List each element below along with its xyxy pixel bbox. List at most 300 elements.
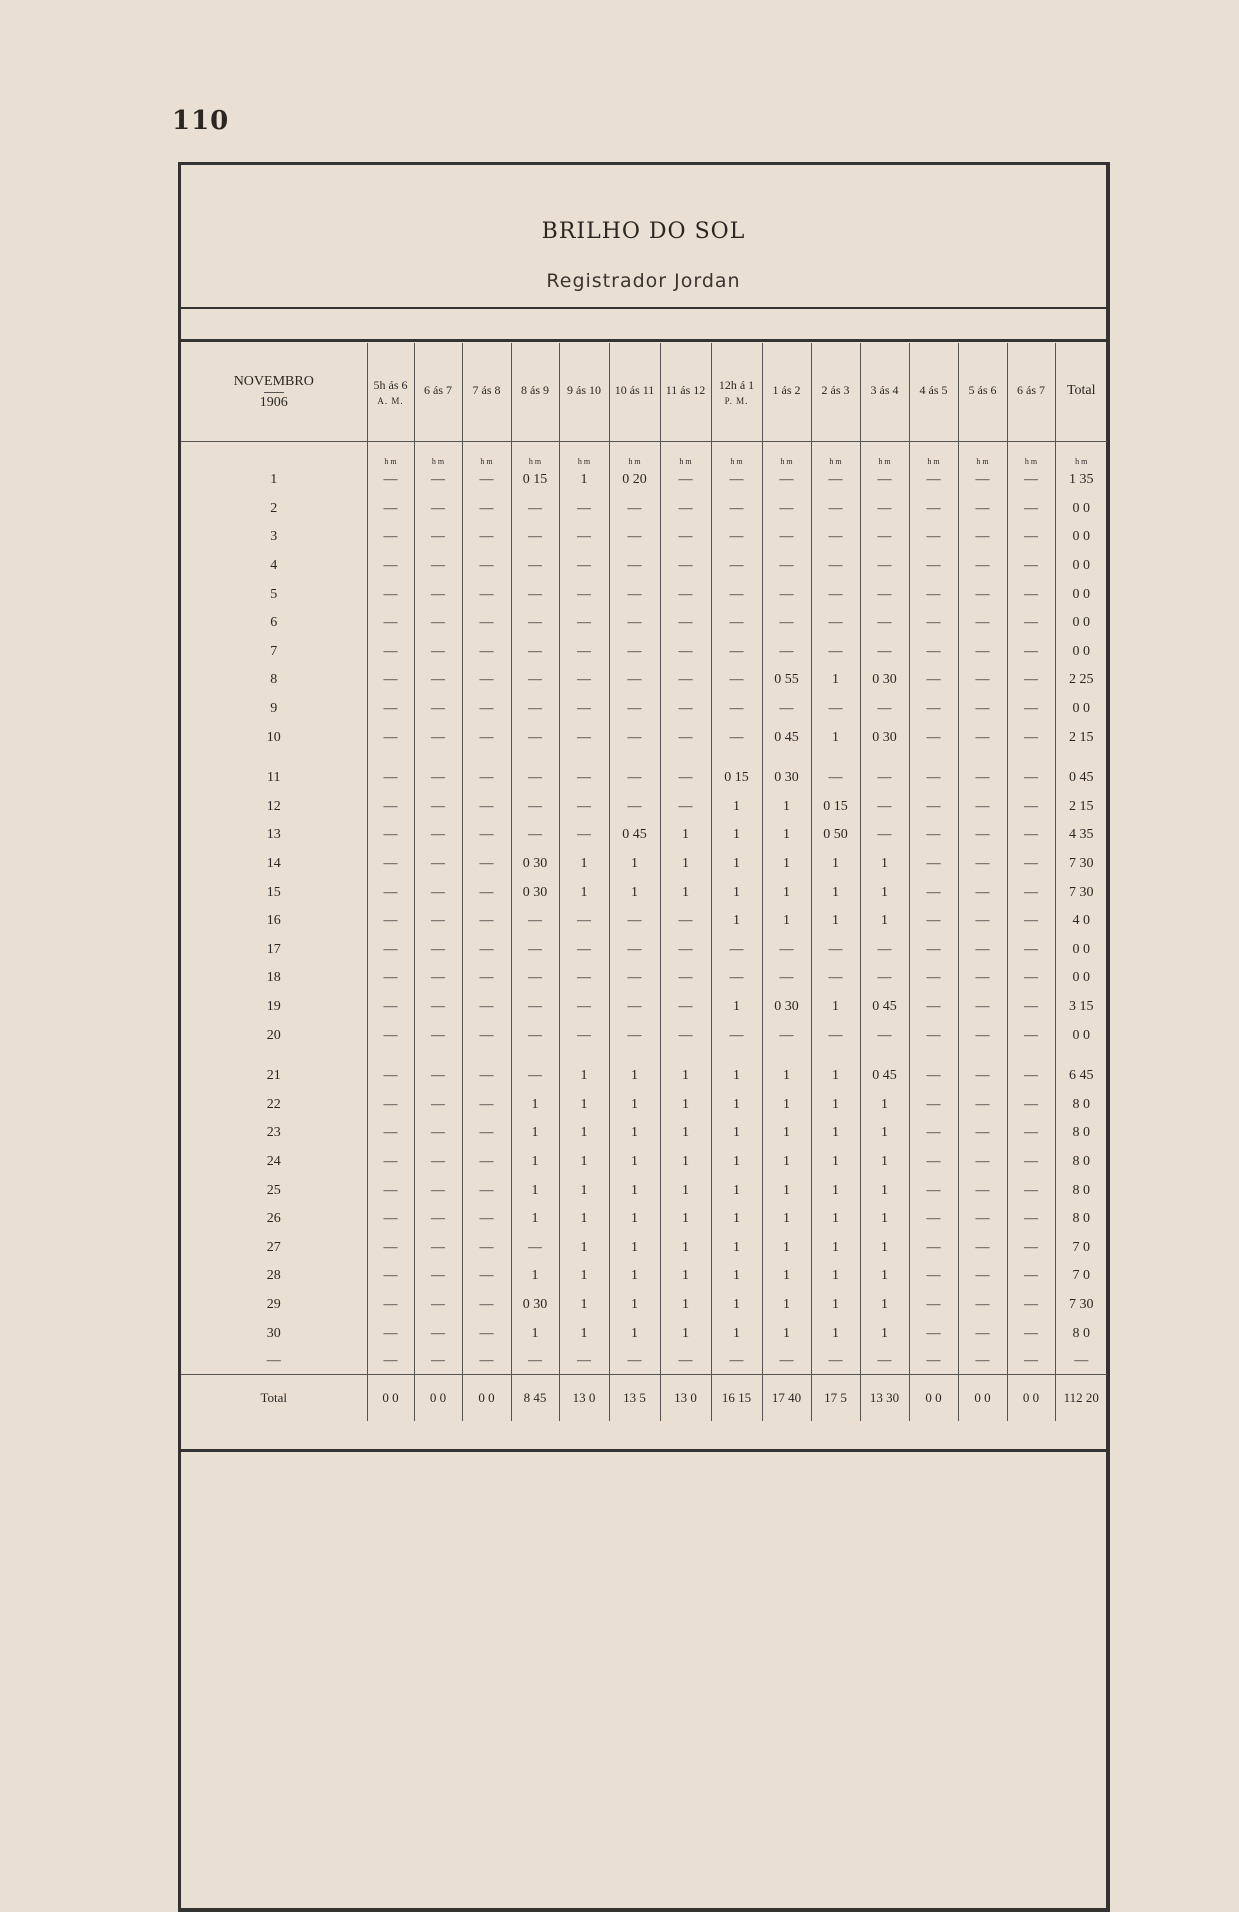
table-cell: 1 bbox=[660, 850, 711, 879]
unit-label: h m bbox=[811, 442, 860, 467]
table-cell: — bbox=[860, 580, 909, 609]
table-cell: — bbox=[1007, 993, 1055, 1022]
table-cell: — bbox=[1007, 638, 1055, 667]
table-cell: 2 25 bbox=[1055, 666, 1107, 695]
table-cell: — bbox=[1007, 793, 1055, 822]
table-cell: — bbox=[414, 793, 462, 822]
table-cell: — bbox=[367, 764, 414, 793]
table-cell: — bbox=[462, 609, 511, 638]
table-cell: — bbox=[414, 878, 462, 907]
table-cell: — bbox=[511, 907, 559, 936]
gap-cell bbox=[181, 1050, 367, 1062]
table-cell: — bbox=[958, 793, 1007, 822]
column-label: 3 ás 4 bbox=[870, 383, 899, 397]
table-cell: — bbox=[1007, 821, 1055, 850]
column-header bbox=[559, 343, 609, 442]
gap-cell bbox=[414, 1050, 462, 1062]
table-cell: — bbox=[958, 609, 1007, 638]
day-cell: 16 bbox=[266, 913, 281, 929]
table-cell: — bbox=[559, 1348, 609, 1375]
table-cell: 1 bbox=[762, 907, 811, 936]
table-cell: — bbox=[811, 638, 860, 667]
table-cell: — bbox=[909, 495, 958, 524]
table-cell: 1 bbox=[559, 1062, 609, 1091]
table-cell: 1 bbox=[559, 1119, 609, 1148]
table-cell: 1 bbox=[609, 1291, 660, 1320]
table-cell: 1 bbox=[511, 1090, 559, 1119]
column-label: 12h á 1 bbox=[718, 378, 755, 392]
day-cell: 18 bbox=[266, 970, 281, 986]
table-cell: — bbox=[909, 1176, 958, 1205]
total-cell: 8 45 bbox=[511, 1374, 559, 1421]
month-rule bbox=[264, 392, 284, 393]
unit-label: h m bbox=[1055, 442, 1107, 467]
table-cell: — bbox=[511, 723, 559, 752]
table-cell: — bbox=[909, 580, 958, 609]
table-cell: 1 bbox=[609, 878, 660, 907]
table-cell: 8 0 bbox=[1055, 1176, 1107, 1205]
table-cell: — bbox=[559, 907, 609, 936]
table-row bbox=[181, 964, 1107, 993]
table-row bbox=[181, 495, 1107, 524]
table-cell: — bbox=[958, 495, 1007, 524]
table-cell: — bbox=[609, 793, 660, 822]
table-row bbox=[181, 878, 1107, 907]
table-cell: 0 0 bbox=[1055, 1021, 1107, 1050]
table-cell: 1 bbox=[860, 907, 909, 936]
table-cell: — bbox=[414, 764, 462, 793]
table-cell: 1 bbox=[559, 878, 609, 907]
table-cell: — bbox=[367, 850, 414, 879]
gap-cell bbox=[1055, 752, 1107, 764]
table-cell: 1 bbox=[711, 1176, 762, 1205]
table-cell: — bbox=[367, 695, 414, 724]
unit-label: h m bbox=[711, 442, 762, 467]
table-cell: 0 0 bbox=[1055, 936, 1107, 965]
table-cell: — bbox=[367, 821, 414, 850]
table-cell: 1 bbox=[762, 850, 811, 879]
table-cell: — bbox=[1007, 1090, 1055, 1119]
gap-cell bbox=[367, 752, 414, 764]
unit-label: h m bbox=[609, 442, 660, 467]
table-cell: 1 bbox=[660, 1205, 711, 1234]
table-cell: — bbox=[762, 609, 811, 638]
table-cell: — bbox=[609, 495, 660, 524]
table-cell: — bbox=[811, 936, 860, 965]
table-cell: — bbox=[660, 907, 711, 936]
gap-cell bbox=[660, 1050, 711, 1062]
column-header bbox=[609, 343, 660, 442]
table-row bbox=[181, 1262, 1107, 1291]
table-row bbox=[181, 666, 1107, 695]
day-cell: 2 bbox=[270, 500, 278, 516]
table-row bbox=[181, 1021, 1107, 1050]
table-row bbox=[181, 821, 1107, 850]
table-cell: 1 bbox=[660, 1090, 711, 1119]
day-cell: 30 bbox=[266, 1325, 281, 1341]
table-cell: 2 15 bbox=[1055, 793, 1107, 822]
table-cell: — bbox=[1007, 1348, 1055, 1375]
table-cell: 8 0 bbox=[1055, 1319, 1107, 1348]
day-cell: 5 bbox=[270, 586, 278, 602]
column-label: 11 ás 12 bbox=[665, 383, 706, 397]
table-cell: — bbox=[860, 793, 909, 822]
table-cell: 1 bbox=[711, 1062, 762, 1091]
gap-cell bbox=[181, 752, 367, 764]
table-cell: — bbox=[909, 850, 958, 879]
table-cell: — bbox=[909, 1119, 958, 1148]
table-cell: — bbox=[414, 1090, 462, 1119]
gap-cell bbox=[860, 1050, 909, 1062]
table-row bbox=[181, 993, 1107, 1022]
table-row bbox=[181, 1176, 1107, 1205]
table-cell: 1 bbox=[711, 1319, 762, 1348]
table-cell: — bbox=[367, 552, 414, 581]
table-cell: — bbox=[414, 850, 462, 879]
table-cell: — bbox=[1007, 580, 1055, 609]
table-cell: — bbox=[367, 1021, 414, 1050]
table-cell: — bbox=[511, 638, 559, 667]
table-cell: 1 bbox=[860, 850, 909, 879]
table-cell: — bbox=[511, 580, 559, 609]
table-cell: 1 bbox=[660, 1119, 711, 1148]
table-row bbox=[181, 907, 1107, 936]
table-cell: — bbox=[414, 907, 462, 936]
table-cell: — bbox=[762, 936, 811, 965]
column-label: 2 ás 3 bbox=[821, 383, 850, 397]
gap-cell bbox=[1007, 1050, 1055, 1062]
table-cell: — bbox=[462, 666, 511, 695]
gap-cell bbox=[711, 752, 762, 764]
table-cell: — bbox=[367, 1262, 414, 1291]
table-cell: 1 bbox=[811, 1119, 860, 1148]
table-cell: — bbox=[414, 495, 462, 524]
gap-cell bbox=[909, 752, 958, 764]
table-cell: 0 30 bbox=[511, 1291, 559, 1320]
gap-cell bbox=[511, 752, 559, 764]
table-cell: — bbox=[1007, 552, 1055, 581]
day-cell: 23 bbox=[266, 1125, 281, 1141]
table-cell: 1 bbox=[711, 1233, 762, 1262]
table-body bbox=[181, 466, 1107, 1421]
table-cell: — bbox=[711, 580, 762, 609]
unit-label: h m bbox=[660, 442, 711, 467]
table-cell: 1 bbox=[559, 1205, 609, 1234]
table-cell: — bbox=[811, 523, 860, 552]
table-cell: — bbox=[660, 793, 711, 822]
table-cell: — bbox=[414, 1291, 462, 1320]
total-cell: 0 0 bbox=[367, 1374, 414, 1421]
table-cell: — bbox=[909, 936, 958, 965]
table-cell: — bbox=[511, 495, 559, 524]
table-cell: — bbox=[958, 1119, 1007, 1148]
table-cell: 1 bbox=[559, 1262, 609, 1291]
day-cell: 24 bbox=[266, 1153, 281, 1169]
day-cell: — bbox=[266, 1352, 281, 1368]
table-cell: 0 30 bbox=[762, 993, 811, 1022]
table-cell: 8 0 bbox=[1055, 1148, 1107, 1177]
table-cell: — bbox=[1007, 1148, 1055, 1177]
table-cell: — bbox=[462, 1233, 511, 1262]
table-cell: — bbox=[511, 666, 559, 695]
table-cell: — bbox=[909, 552, 958, 581]
table-cell: 1 bbox=[511, 1262, 559, 1291]
table-cell: 1 bbox=[762, 1205, 811, 1234]
table-cell: — bbox=[1007, 1062, 1055, 1091]
table-cell: — bbox=[559, 495, 609, 524]
table-cell: — bbox=[367, 466, 414, 495]
table-cell: 1 bbox=[660, 1291, 711, 1320]
table-cell: 1 bbox=[660, 821, 711, 850]
total-cell: 0 0 bbox=[1007, 1374, 1055, 1421]
page-subtitle: Registrador Jordan bbox=[546, 270, 741, 292]
table-cell: — bbox=[609, 523, 660, 552]
table-cell: — bbox=[1007, 1021, 1055, 1050]
table-cell: 1 bbox=[860, 1205, 909, 1234]
table-cell: 1 bbox=[762, 1291, 811, 1320]
table-cell: — bbox=[414, 821, 462, 850]
table-cell: — bbox=[660, 638, 711, 667]
table-cell: 1 bbox=[711, 1291, 762, 1320]
table-cell: — bbox=[1007, 523, 1055, 552]
table-cell: — bbox=[414, 638, 462, 667]
table-cell: 1 bbox=[660, 1233, 711, 1262]
table-cell: — bbox=[462, 1348, 511, 1375]
table-cell: — bbox=[462, 1319, 511, 1348]
table-cell: — bbox=[414, 609, 462, 638]
table-cell: — bbox=[711, 523, 762, 552]
table-cell: — bbox=[909, 993, 958, 1022]
table-row bbox=[181, 1291, 1107, 1320]
table-cell: — bbox=[958, 993, 1007, 1022]
table-cell: 0 45 bbox=[860, 993, 909, 1022]
gap-cell bbox=[762, 1050, 811, 1062]
table-cell: 1 bbox=[811, 1291, 860, 1320]
column-header bbox=[462, 343, 511, 442]
table-cell: 1 bbox=[609, 1148, 660, 1177]
gap-cell bbox=[462, 1050, 511, 1062]
table-cell: 8 0 bbox=[1055, 1090, 1107, 1119]
table-cell: — bbox=[559, 609, 609, 638]
table-cell: — bbox=[462, 695, 511, 724]
gap-cell bbox=[762, 752, 811, 764]
table-cell: — bbox=[909, 764, 958, 793]
table-cell: 0 0 bbox=[1055, 695, 1107, 724]
table-cell: 1 bbox=[860, 1119, 909, 1148]
table-cell: 0 0 bbox=[1055, 495, 1107, 524]
table-cell: — bbox=[811, 580, 860, 609]
table-cell: 0 15 bbox=[711, 764, 762, 793]
table-cell: 1 bbox=[609, 1233, 660, 1262]
table-cell: — bbox=[462, 878, 511, 907]
table-cell: — bbox=[462, 580, 511, 609]
table-cell: 1 bbox=[660, 878, 711, 907]
table-row bbox=[181, 523, 1107, 552]
table-cell: — bbox=[762, 552, 811, 581]
table-cell: 1 bbox=[511, 1176, 559, 1205]
table-cell: 1 bbox=[762, 1148, 811, 1177]
table-cell: — bbox=[462, 1176, 511, 1205]
table-cell: — bbox=[660, 580, 711, 609]
table-header-row bbox=[181, 343, 1107, 442]
table-cell: — bbox=[958, 1062, 1007, 1091]
table-cell: — bbox=[414, 1233, 462, 1262]
unit-label: h m bbox=[762, 442, 811, 467]
table-cell: 1 bbox=[711, 1205, 762, 1234]
table-cell: 1 bbox=[811, 907, 860, 936]
table-cell: — bbox=[958, 1148, 1007, 1177]
day-cell: 13 bbox=[266, 827, 281, 843]
table-cell: — bbox=[909, 466, 958, 495]
table-cell: — bbox=[1007, 1176, 1055, 1205]
table-cell: — bbox=[860, 552, 909, 581]
table-cell: 1 bbox=[860, 1148, 909, 1177]
table-cell: — bbox=[958, 764, 1007, 793]
table-cell: — bbox=[958, 964, 1007, 993]
day-cell: 1 bbox=[270, 472, 278, 488]
table-cell: 0 0 bbox=[1055, 964, 1107, 993]
table-cell: — bbox=[811, 609, 860, 638]
table-cell: 1 bbox=[711, 850, 762, 879]
table-cell: — bbox=[414, 466, 462, 495]
table-cell: — bbox=[462, 1021, 511, 1050]
table-cell: — bbox=[711, 666, 762, 695]
table-cell: — bbox=[860, 466, 909, 495]
table-cell: — bbox=[660, 495, 711, 524]
table-cell: — bbox=[462, 850, 511, 879]
table-cell: — bbox=[414, 993, 462, 1022]
gap-cell bbox=[958, 1050, 1007, 1062]
table-cell: — bbox=[909, 964, 958, 993]
table-cell: 1 bbox=[559, 1176, 609, 1205]
table-cell: 1 bbox=[559, 1090, 609, 1119]
table-cell: — bbox=[414, 552, 462, 581]
table-cell: 0 30 bbox=[860, 723, 909, 752]
table-cell: 1 bbox=[762, 1062, 811, 1091]
units-spacer bbox=[181, 442, 367, 467]
table-cell: — bbox=[414, 666, 462, 695]
table-row bbox=[181, 1090, 1107, 1119]
table-cell: — bbox=[1007, 1205, 1055, 1234]
table-cell: — bbox=[511, 1021, 559, 1050]
table-cell: — bbox=[511, 936, 559, 965]
table-cell: 1 bbox=[860, 1319, 909, 1348]
table-cell: — bbox=[462, 1148, 511, 1177]
gap-cell bbox=[1007, 752, 1055, 764]
table-cell: — bbox=[958, 1205, 1007, 1234]
table-cell: — bbox=[1007, 764, 1055, 793]
table-cell: 1 bbox=[762, 793, 811, 822]
table-cell: — bbox=[462, 466, 511, 495]
table-cell: — bbox=[762, 523, 811, 552]
month-label: NOVEMBRO bbox=[233, 373, 314, 389]
table-cell: — bbox=[462, 993, 511, 1022]
table-cell: — bbox=[860, 764, 909, 793]
table-cell: — bbox=[909, 1262, 958, 1291]
table-cell: 1 bbox=[660, 1319, 711, 1348]
table-cell: — bbox=[511, 793, 559, 822]
table-cell: — bbox=[462, 1062, 511, 1091]
table-cell: 1 bbox=[860, 1291, 909, 1320]
table-cell: 1 bbox=[609, 1090, 660, 1119]
gap-cell bbox=[811, 1050, 860, 1062]
gap-cell bbox=[609, 1050, 660, 1062]
table-cell: 1 bbox=[811, 850, 860, 879]
day-cell: 21 bbox=[266, 1068, 281, 1084]
table-cell: 1 bbox=[762, 878, 811, 907]
units-row bbox=[181, 442, 1107, 467]
table-row bbox=[181, 764, 1107, 793]
unit-label: h m bbox=[462, 442, 511, 467]
table-cell: — bbox=[811, 552, 860, 581]
table-cell: — bbox=[367, 1090, 414, 1119]
table-cell: — bbox=[462, 523, 511, 552]
total-cell: 13 30 bbox=[860, 1374, 909, 1421]
table-cell: — bbox=[660, 666, 711, 695]
table-row bbox=[181, 1233, 1107, 1262]
gap-cell bbox=[711, 1050, 762, 1062]
table-cell: — bbox=[367, 936, 414, 965]
table-cell: 0 55 bbox=[762, 666, 811, 695]
table-cell: — bbox=[609, 764, 660, 793]
table-cell: — bbox=[762, 495, 811, 524]
table-cell: 1 bbox=[860, 1090, 909, 1119]
table-cell: — bbox=[609, 723, 660, 752]
table-cell: 0 0 bbox=[1055, 552, 1107, 581]
table-cell: — bbox=[414, 1348, 462, 1375]
table-cell: — bbox=[609, 609, 660, 638]
table-cell: — bbox=[462, 552, 511, 581]
table-frame bbox=[178, 162, 1110, 1912]
table-cell: 0 45 bbox=[762, 723, 811, 752]
table-row bbox=[181, 695, 1107, 724]
table-cell: — bbox=[609, 1348, 660, 1375]
total-cell: 0 0 bbox=[414, 1374, 462, 1421]
table-row bbox=[181, 466, 1107, 495]
table-cell: — bbox=[367, 793, 414, 822]
table-cell: — bbox=[511, 821, 559, 850]
table-cell: — bbox=[909, 1291, 958, 1320]
table-cell: — bbox=[414, 523, 462, 552]
table-cell: — bbox=[367, 580, 414, 609]
table-cell: — bbox=[762, 1348, 811, 1375]
table-cell: 0 0 bbox=[1055, 638, 1107, 667]
table-cell: — bbox=[909, 666, 958, 695]
table-cell: — bbox=[414, 964, 462, 993]
table-row bbox=[181, 552, 1107, 581]
unit-label: h m bbox=[909, 442, 958, 467]
table-cell: — bbox=[711, 638, 762, 667]
table-cell: — bbox=[367, 1062, 414, 1091]
table-cell: 0 45 bbox=[1055, 764, 1107, 793]
table-cell: 7 0 bbox=[1055, 1233, 1107, 1262]
table-cell: 1 bbox=[660, 1176, 711, 1205]
table-cell: — bbox=[559, 821, 609, 850]
table-cell: 1 bbox=[660, 1062, 711, 1091]
table-cell: 1 bbox=[811, 1205, 860, 1234]
column-header bbox=[660, 343, 711, 442]
table-cell: 0 20 bbox=[609, 466, 660, 495]
table-cell: — bbox=[762, 1021, 811, 1050]
table-cell: 1 bbox=[762, 1319, 811, 1348]
table-cell: — bbox=[367, 964, 414, 993]
table-cell: 1 bbox=[511, 1205, 559, 1234]
table-cell: — bbox=[559, 936, 609, 965]
table-cell: 7 0 bbox=[1055, 1262, 1107, 1291]
table-cell: — bbox=[958, 1319, 1007, 1348]
column-sublabel: A. M. bbox=[377, 396, 404, 406]
table-cell: 1 bbox=[711, 1148, 762, 1177]
